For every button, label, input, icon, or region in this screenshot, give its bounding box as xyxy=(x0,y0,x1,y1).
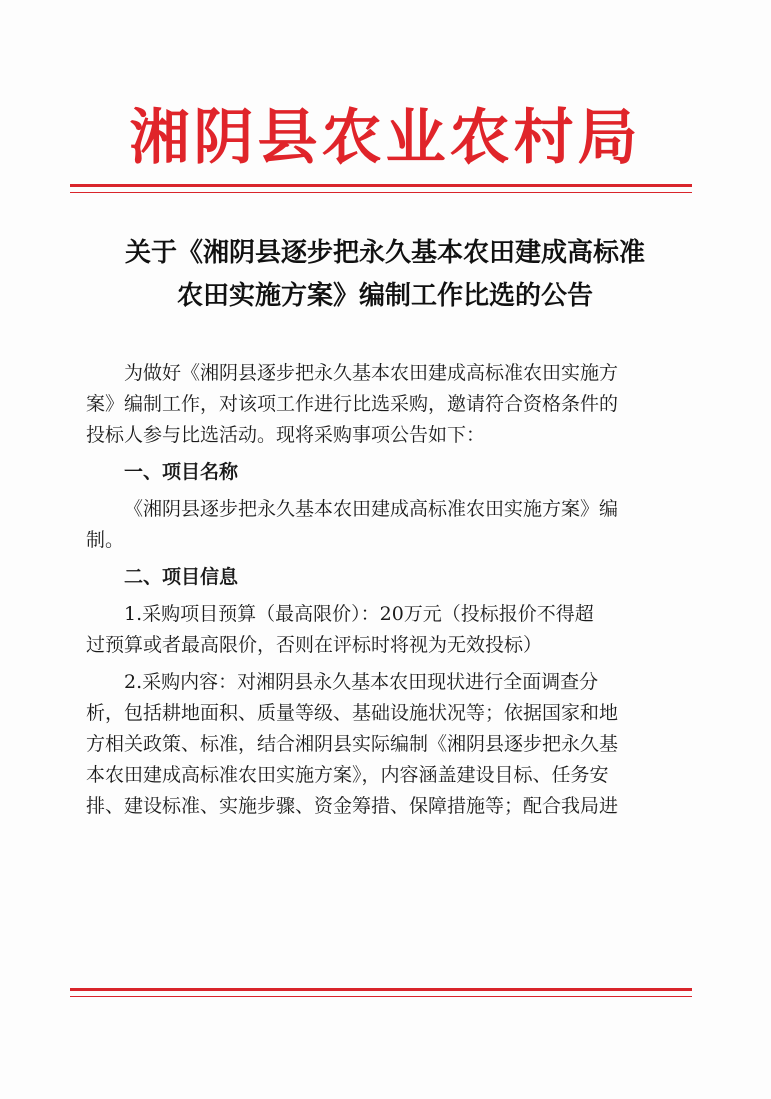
intro-line-3: 投标人参与比选活动。现将采购事项公告如下： xyxy=(86,424,486,446)
intro-line-2: 案》编制工作，对该项工作进行比选采购，邀请符合资格条件的 xyxy=(86,393,619,415)
section-2-item-2-line-4: 本农田建成高标准农田实施方案》，内容涵盖建设目标、任务安 xyxy=(86,764,609,786)
section-2-item-2-line-1: 2.采购内容：对湘阴县永久基本农田现状进行全面调查分 xyxy=(124,671,599,693)
section-2-item-2-line-5: 排、建设标准、实施步骤、资金筹措、保障措施等；配合我局进 xyxy=(86,795,619,817)
footer-rule-thick xyxy=(70,988,692,991)
section-2-heading: 二、项目信息 xyxy=(124,566,239,588)
notice-title-line-1: 关于《湘阴县逐步把永久基本农田建成高标准 xyxy=(124,238,645,268)
section-2-item-2-line-3: 方相关政策、标准，结合湘阴县实际编制《湘阴县逐步把永久基 xyxy=(86,733,619,755)
section-2-item-1-line-1: 1.采购项目预算（最高限价）：20万元（投标报价不得超 xyxy=(124,603,594,625)
section-1-heading: 一、项目名称 xyxy=(124,461,239,483)
notice-title-line-2: 农田实施方案》编制工作比选的公告 xyxy=(176,281,593,311)
section-1-line-2: 制。 xyxy=(86,529,125,551)
section-1-line-1: 《湘阴县逐步把永久基本农田建成高标准农田实施方案》编 xyxy=(124,498,619,520)
masthead-rule-thick xyxy=(70,184,692,187)
section-2-item-1-line-2: 过预算或者最高限价，否则在评标时将视为无效投标） xyxy=(86,634,543,656)
intro-line-1: 为做好《湘阴县逐步把永久基本农田建成高标准农田实施方 xyxy=(124,362,619,384)
section-2-item-2-line-2: 析，包括耕地面积、质量等级、基础设施状况等；依据国家和地 xyxy=(86,702,619,724)
masthead-rule-thin xyxy=(70,192,692,193)
notice-body xyxy=(86,358,686,822)
footer-rule-thin xyxy=(70,996,692,997)
masthead-title: 湘阴县农业农村局 xyxy=(129,103,642,173)
